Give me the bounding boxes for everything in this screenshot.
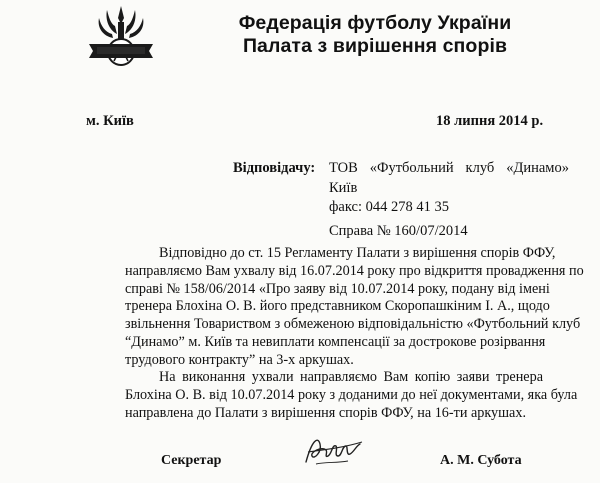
paragraph-line: трудового контракту” на 3-х аркушах. <box>125 351 354 368</box>
respondent-fax: факс: 044 278 41 35 <box>329 199 449 215</box>
paragraph-line: справі № 158/06/2014 «Про заяву від 10.07.2014 року, подану від імені <box>125 280 550 297</box>
respondent-name-word: «Динамо» <box>506 160 569 176</box>
paragraph-line: На виконання ухвали направляємо Вам копію заяви тренера <box>159 369 543 385</box>
paragraph-line: Блохіна О. В. від 10.07.2014 року з доданими до неї документами, яка була <box>125 386 578 403</box>
secretary-name: А. М. Субота <box>440 453 522 468</box>
letter-date: 18 липня 2014 р. <box>436 113 544 129</box>
city: м. Київ <box>86 113 134 129</box>
respondent-name-word: клуб <box>465 160 495 176</box>
paragraph-1 <box>125 245 584 370</box>
paragraph-2 <box>125 369 578 422</box>
respondent-label: Відповідачу: <box>233 160 316 176</box>
header-federation-title: Федерація футболу України <box>238 12 512 34</box>
respondent-name-word: «Футбольний <box>369 160 454 176</box>
respondent-city: Київ <box>329 180 358 196</box>
paragraph-line: “Динамо” м. Київ та невиплати компенсації за дострокове розірвання <box>125 333 546 350</box>
paragraph-line: направлена до Палати з вирішення спорів ФФУ, на 16-ти аркушах. <box>125 404 526 421</box>
handwritten-signature <box>302 432 364 470</box>
paragraph-line: звільнення Товариством з обмеженою відповідальністю «Футбольний клуб <box>125 316 581 333</box>
respondent-name-word: ТОВ <box>329 160 358 176</box>
paragraph-line: направляємо Вам ухвалу від 16.07.2014 року про відкриття провадження по <box>125 262 584 279</box>
paragraph-line: тренера Блохіна О. В. його представником Скоропашкіним І. А., щодо <box>125 298 550 315</box>
header-chamber-title: Палата з вирішення спорів <box>242 35 508 57</box>
ffu-emblem-icon <box>85 4 157 70</box>
case-number: Справа № 160/07/2014 <box>329 223 468 239</box>
paragraph-line: Відповідно до ст. 15 Регламенту Палати з вирішення спорів ФФУ, <box>159 245 556 261</box>
respondent-name-line <box>329 160 569 177</box>
secretary-label: Секретар <box>161 453 222 468</box>
